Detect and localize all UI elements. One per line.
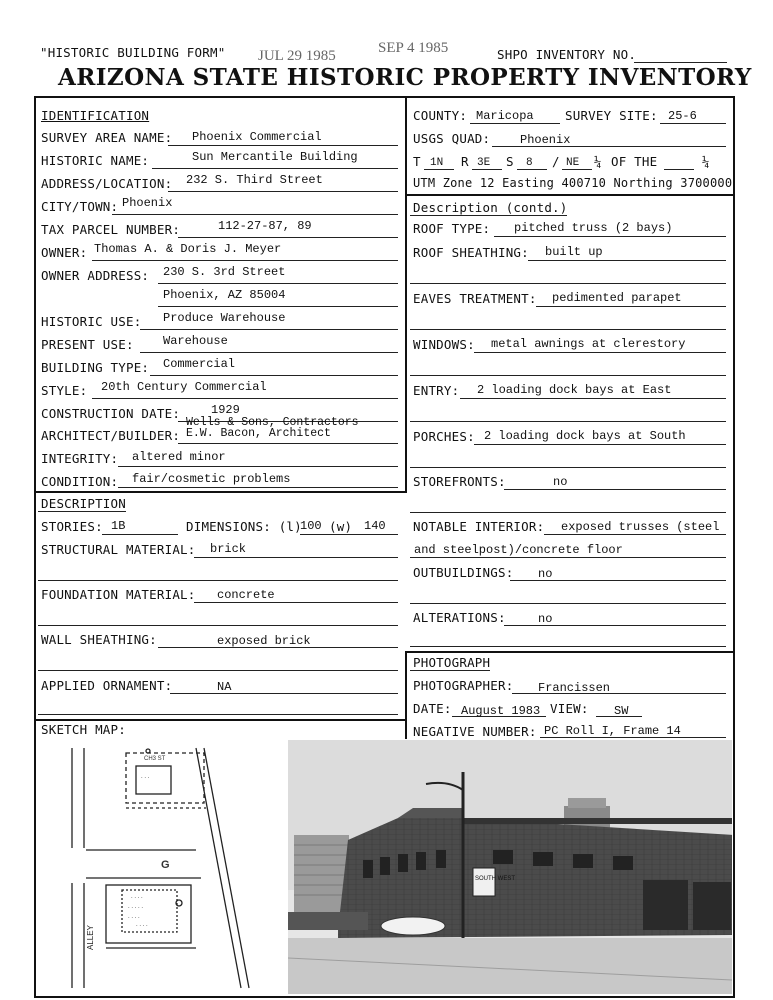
survey-site-label: SURVEY SITE: — [565, 108, 658, 123]
entry-label: ENTRY: — [413, 383, 460, 398]
eaves-label: EAVES TREATMENT: — [413, 291, 537, 306]
roof-sheathing-label: ROOF SHEATHING: — [413, 245, 529, 260]
applied-ornament-extra-line — [38, 714, 398, 715]
sketch-map-heading: SKETCH MAP: — [41, 722, 126, 737]
svg-text:. . . .: . . . . — [136, 922, 148, 928]
alterations-extra-line — [410, 646, 726, 647]
county-label: COUNTY: — [413, 108, 468, 123]
wall-sheathing-label: WALL SHEATHING: — [41, 632, 157, 647]
quarter-line — [562, 169, 592, 170]
structural-material-label: STRUCTURAL MATERIAL: — [41, 542, 196, 557]
storefronts-label: STOREFRONTS: — [413, 474, 506, 489]
style-value: 20th Century Commercial — [101, 380, 267, 394]
dimension-width-value: 140 — [364, 519, 386, 533]
identification-heading: IDENTIFICATION — [41, 108, 150, 123]
structural-material-line — [194, 557, 398, 558]
integrity-line — [118, 466, 398, 467]
construction-date-value: 1929 — [211, 403, 240, 417]
historic-name-label: HISTORIC NAME: — [41, 153, 150, 168]
owner-line — [92, 260, 398, 261]
owner-value: Thomas A. & Doris J. Meyer — [94, 242, 282, 256]
negative-number-label: NEGATIVE NUMBER: — [413, 724, 537, 739]
owner-address-line-1 — [158, 283, 398, 284]
foundation-material-extra-line — [38, 625, 398, 626]
condition-value: fair/cosmetic problems — [132, 472, 291, 486]
roof-sheathing-line — [528, 260, 726, 261]
architect-value-2: E.W. Bacon, Architect — [186, 427, 331, 440]
range-line — [472, 169, 502, 170]
quarter-symbol-2: ¼ — [702, 154, 710, 169]
county-value: Maricopa — [476, 109, 534, 123]
owner-address-line-2 — [158, 306, 398, 307]
description-contd-underline — [410, 215, 567, 216]
description-heading-underline — [38, 511, 126, 512]
building-photograph — [288, 740, 732, 994]
storefronts-extra-line — [410, 512, 726, 513]
style-label: STYLE: — [41, 383, 88, 398]
identification-right-border — [405, 96, 407, 493]
roof-type-value: pitched truss (2 bays) — [514, 221, 673, 235]
survey-site-line — [660, 123, 726, 124]
porches-line — [474, 444, 726, 445]
historic-name-value: Sun Mercantile Building — [192, 150, 358, 164]
porches-label: PORCHES: — [413, 429, 475, 444]
of-the-line — [664, 169, 694, 170]
survey-area-value: Phoenix Commercial — [192, 130, 322, 144]
owner-address-value-2: Phoenix, AZ 85004 — [163, 288, 286, 302]
alterations-label: ALTERATIONS: — [413, 610, 506, 625]
integrity-label: INTEGRITY: — [41, 451, 119, 466]
photograph-left-border — [405, 651, 407, 739]
form-title: ARIZONA STATE HISTORIC PROPERTY INVENTORY — [58, 64, 752, 91]
of-the-label: OF THE — [611, 154, 658, 169]
shpo-inventory-line — [634, 62, 727, 63]
description-contd-heading: Description (contd.) — [413, 200, 568, 215]
stories-line — [102, 534, 178, 535]
tax-parcel-line — [178, 237, 398, 238]
form-type-label: "HISTORIC BUILDING FORM" — [40, 45, 226, 60]
foundation-material-label: FOUNDATION MATERIAL: — [41, 587, 196, 602]
porches-value: 2 loading dock bays at South — [484, 429, 686, 443]
svg-text:CH3 ST: CH3 ST — [144, 756, 166, 762]
section-slash: / — [552, 154, 560, 169]
city-line — [112, 214, 398, 215]
roof-sheathing-extra-line — [410, 283, 726, 284]
architect-value-1: Wells & Sons, Contractors — [186, 416, 359, 429]
construction-date-label: CONSTRUCTION DATE: — [41, 406, 181, 421]
view-value: SW — [614, 704, 629, 718]
dimension-length-value: 100 — [300, 519, 322, 533]
applied-ornament-label: APPLIED ORNAMENT: — [41, 678, 173, 693]
owner-address-label: OWNER ADDRESS: — [41, 268, 150, 283]
tax-parcel-label: TAX PARCEL NUMBER: — [41, 222, 181, 237]
photograph-top-border — [405, 651, 733, 653]
shpo-inventory-label: SHPO INVENTORY NO. — [497, 47, 637, 62]
storefronts-value: no — [553, 475, 568, 489]
present-use-line — [140, 352, 398, 353]
address-line — [168, 191, 398, 192]
svg-text:. . . .: . . . . — [128, 914, 140, 920]
alterations-value: no — [538, 612, 553, 626]
svg-text:G: G — [161, 859, 170, 871]
notable-interior-line — [544, 534, 726, 535]
processed-date-stamp: SEP 4 1985 — [378, 40, 449, 56]
sketch-top-border — [34, 719, 407, 721]
outbuildings-extra-line — [410, 603, 726, 604]
entry-line — [460, 398, 726, 399]
notable-interior-line-2 — [410, 557, 726, 558]
range-label: R — [461, 154, 469, 169]
owner-label: OWNER: — [41, 245, 88, 260]
township-label: T — [413, 154, 421, 169]
foundation-material-line — [194, 602, 398, 603]
owner-address-value-1: 230 S. 3rd Street — [163, 265, 286, 279]
quarter-symbol-1: ¼ — [594, 154, 602, 169]
eaves-extra-line — [410, 329, 726, 330]
architect-label: ARCHITECT/BUILDER: — [41, 428, 181, 443]
stories-value: 1B — [111, 519, 126, 533]
storefronts-line — [504, 489, 726, 490]
historic-use-label: HISTORIC USE: — [41, 314, 142, 329]
usgs-quad-label: USGS QUAD: — [413, 131, 491, 146]
eaves-line — [536, 306, 726, 307]
windows-line — [474, 352, 726, 353]
windows-extra-line — [410, 375, 726, 376]
dimensions-line — [300, 534, 398, 535]
wall-sheathing-extra-line — [38, 670, 398, 671]
structural-material-extra-line — [38, 580, 398, 581]
dimensions-label: DIMENSIONS: (l) — [186, 519, 302, 534]
present-use-label: PRESENT USE: — [41, 337, 134, 352]
section-line — [517, 169, 547, 170]
alley-label: ALLEY — [86, 925, 95, 950]
svg-text:. . . .: . . . . — [131, 894, 143, 900]
applied-ornament-line — [170, 693, 398, 694]
address-label: ADDRESS/LOCATION: — [41, 176, 173, 191]
negative-number-value: PC Roll I, Frame 14 — [544, 724, 681, 738]
structural-material-value: brick — [210, 542, 247, 556]
style-line — [92, 398, 398, 399]
entry-extra-line — [410, 421, 726, 422]
foundation-material-value: concrete — [217, 588, 275, 602]
photographer-value: Francissen — [538, 681, 611, 695]
applied-ornament-value: NA — [217, 680, 232, 694]
building-type-label: BUILDING TYPE: — [41, 360, 150, 375]
condition-line — [118, 487, 398, 488]
photograph-heading-underline — [410, 670, 490, 671]
sketch-map-drawing — [36, 738, 286, 993]
svg-text:. . . . .: . . . . . — [128, 904, 144, 910]
historic-use-line — [140, 329, 398, 330]
photograph-heading: PHOTOGRAPH — [413, 655, 491, 670]
architect-line — [178, 443, 398, 444]
utm-coordinates: UTM Zone 12 Easting 400710 Northing 3700000 — [413, 176, 733, 190]
wall-sheathing-value: exposed brick — [217, 634, 311, 648]
description-heading: DESCRIPTION — [41, 496, 126, 511]
survey-area-label: SURVEY AREA NAME: — [41, 130, 173, 145]
photographer-label: PHOTOGRAPHER: — [413, 678, 514, 693]
photo-date-label: DATE: — [413, 701, 452, 716]
city-value: Phoenix — [122, 196, 173, 210]
description-contd-top-border — [405, 194, 733, 196]
city-label: CITY/TOWN: — [41, 199, 119, 214]
section-label: S — [506, 154, 514, 169]
integrity-value: altered minor — [132, 450, 226, 464]
survey-site-value: 25-6 — [668, 109, 697, 123]
roof-sheathing-value: built up — [545, 245, 603, 259]
condition-label: CONDITION: — [41, 474, 119, 489]
roof-type-line — [494, 236, 726, 237]
dimension-width-label: (w) — [329, 519, 353, 534]
tax-parcel-value: 112-27-87, 89 — [218, 219, 312, 233]
county-line — [470, 123, 560, 124]
windows-value: metal awnings at clerestory — [491, 337, 686, 351]
survey-area-line — [168, 145, 398, 146]
quarter-value: NE — [566, 157, 580, 169]
building-type-value: Commercial — [163, 357, 236, 371]
received-date-stamp: JUL 29 1985 — [258, 48, 336, 64]
outbuildings-value: no — [538, 567, 553, 581]
building-sign-text: SOUTH WEST — [475, 876, 515, 882]
township-line — [424, 169, 454, 170]
range-value: 3E — [477, 157, 491, 169]
historic-use-value: Produce Warehouse — [163, 311, 286, 325]
entry-value: 2 loading dock bays at East — [477, 383, 672, 397]
windows-label: WINDOWS: — [413, 337, 475, 352]
notable-interior-value-2: and steelpost)/concrete floor — [414, 543, 623, 557]
roof-type-label: ROOF TYPE: — [413, 221, 491, 236]
view-label: VIEW: — [550, 701, 589, 716]
township-value: 1N — [430, 157, 444, 169]
notable-interior-label: NOTABLE INTERIOR: — [413, 519, 545, 534]
notable-interior-value-1: exposed trusses (steel — [561, 520, 720, 534]
svg-text:. . .: . . . — [141, 774, 150, 780]
building-type-line — [150, 375, 398, 376]
usgs-quad-value: Phoenix — [520, 133, 571, 147]
eaves-value: pedimented parapet — [552, 291, 682, 305]
outbuildings-label: OUTBUILDINGS: — [413, 565, 514, 580]
photo-date-value: August 1983 — [461, 704, 541, 718]
present-use-value: Warehouse — [163, 334, 228, 348]
section-value: 8 — [526, 157, 533, 169]
historic-name-line — [152, 168, 398, 169]
porches-extra-line — [410, 467, 726, 468]
address-value: 232 S. Third Street — [186, 173, 323, 187]
stories-label: STORIES: — [41, 519, 103, 534]
identification-bottom-border — [34, 491, 407, 493]
